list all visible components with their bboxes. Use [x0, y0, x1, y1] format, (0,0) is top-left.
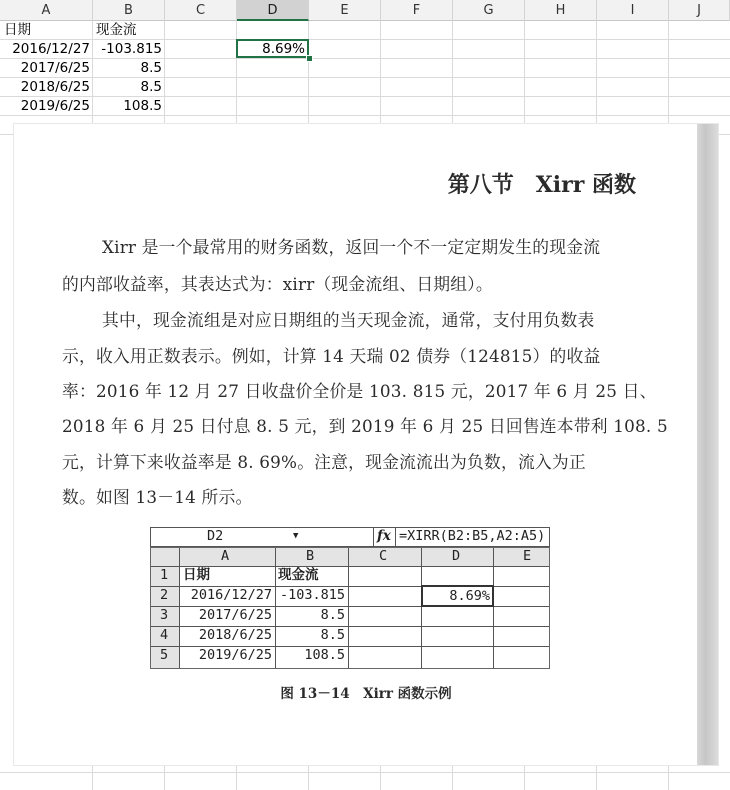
column-header-d[interactable]: D: [237, 0, 309, 21]
paragraph-line: 率：2016 年 12 月 27 日收盘价全价是 103. 815 元，2017 年 6 月 25 日、: [62, 381, 657, 401]
column-header-c[interactable]: C: [165, 0, 237, 21]
formula-bar: [150, 527, 550, 547]
paragraph-line: 数。如图 13－14 所示。: [62, 487, 253, 507]
column-header-h[interactable]: H: [525, 0, 597, 21]
fig-cell-a4: 2018/6/25: [198, 627, 272, 643]
cell-b3[interactable]: 8.5: [140, 60, 162, 76]
cell-a3[interactable]: 2017/6/25: [20, 60, 90, 76]
paragraph-line: 的内部收益率，其表达式为：xirr（现金流组、日期组）。: [62, 274, 493, 294]
figure-column-header-row: [151, 548, 549, 566]
cell-a2[interactable]: 2016/12/27: [12, 41, 90, 57]
column-header-e[interactable]: E: [309, 0, 381, 21]
fig-row-2: 2: [160, 587, 169, 603]
column-header-f[interactable]: F: [381, 0, 453, 21]
fig-cell-d2: 8.69%: [449, 588, 490, 604]
fig-cell-b1: 现金流: [278, 567, 319, 583]
fig-cell-b2: -103.815: [279, 587, 345, 603]
cell-b5[interactable]: 108.5: [123, 98, 162, 114]
fig-col-d: D: [452, 548, 461, 564]
fig-cell-a3: 2017/6/25: [198, 607, 272, 623]
dropdown-arrow-icon: ▼: [293, 531, 299, 541]
divider: [373, 528, 374, 546]
fig-row-5: 5: [160, 647, 169, 663]
paragraph-line: Xirr 是一个最常用的财务函数，返回一个不一定定期发生的现金流: [102, 237, 601, 257]
column-header-b[interactable]: B: [93, 0, 165, 21]
formula-text: =XIRR(B2:B5,A2:A5): [399, 528, 546, 544]
fig-selected-cell-d2: [421, 585, 494, 607]
fill-handle[interactable]: [306, 55, 313, 62]
divider: [395, 528, 396, 546]
fig-col-c: C: [379, 548, 388, 564]
scan-page-edge: [697, 124, 718, 765]
fig-cell-a2: 2016/12/27: [190, 587, 272, 603]
fig-col-b: B: [306, 548, 315, 564]
name-box: D2: [207, 528, 224, 544]
cell-d2-value: 8.69%: [262, 41, 305, 57]
fig-row-1: 1: [160, 567, 169, 583]
gridline: [0, 115, 730, 116]
fig-col-e: E: [523, 548, 532, 564]
cell-b2[interactable]: -103.815: [101, 41, 162, 57]
fig-gridline: [151, 566, 549, 567]
column-header-g[interactable]: G: [453, 0, 525, 21]
section-title: 第八节 Xirr 函数: [447, 172, 636, 198]
fig-cell-a5: 2019/6/25: [198, 647, 272, 663]
fig-cell-a1: 日期: [183, 567, 210, 583]
paragraph-line: 2018 年 6 月 25 日付息 8. 5 元，到 2019 年 6 月 25 日回售连本带利 108. 5: [62, 416, 668, 436]
fig-cell-b4: 8.5: [320, 627, 345, 643]
cell-a1[interactable]: 日期: [4, 22, 31, 38]
cell-a5[interactable]: 2019/6/25: [20, 98, 90, 114]
paragraph-line: 元，计算下来收益率是 8. 69%。注意，现金流流出为负数，流入为正: [62, 452, 586, 472]
cell-a4[interactable]: 2018/6/25: [20, 79, 90, 95]
fig-row-4: 4: [160, 627, 169, 643]
fig-col-a: A: [221, 548, 230, 564]
figure-excel-screenshot: [150, 527, 550, 667]
selected-cell-d2[interactable]: [236, 39, 309, 58]
cell-b4[interactable]: 8.5: [140, 79, 162, 95]
column-header-j[interactable]: J: [669, 0, 730, 21]
figure-grid: [150, 547, 550, 669]
column-header-a[interactable]: A: [0, 0, 93, 21]
fig-row-3: 3: [160, 607, 169, 623]
fig-cell-b3: 8.5: [320, 607, 345, 623]
figure-caption: 图 13－14 Xirr 函数示例: [280, 686, 452, 702]
paragraph-line: 示，收入用正数表示。例如，计算 14 天瑞 02 债券（124815）的收益: [62, 346, 601, 366]
fx-icon: fx: [377, 528, 391, 544]
column-header-i[interactable]: I: [597, 0, 669, 21]
gridline: [0, 772, 730, 773]
paragraph-line: 其中，现金流组是对应日期组的当天现金流，通常，支付用负数表: [102, 310, 595, 330]
fig-cell-b5: 108.5: [304, 647, 345, 663]
embedded-book-image[interactable]: [14, 124, 718, 765]
cell-b1[interactable]: 现金流: [96, 22, 137, 38]
